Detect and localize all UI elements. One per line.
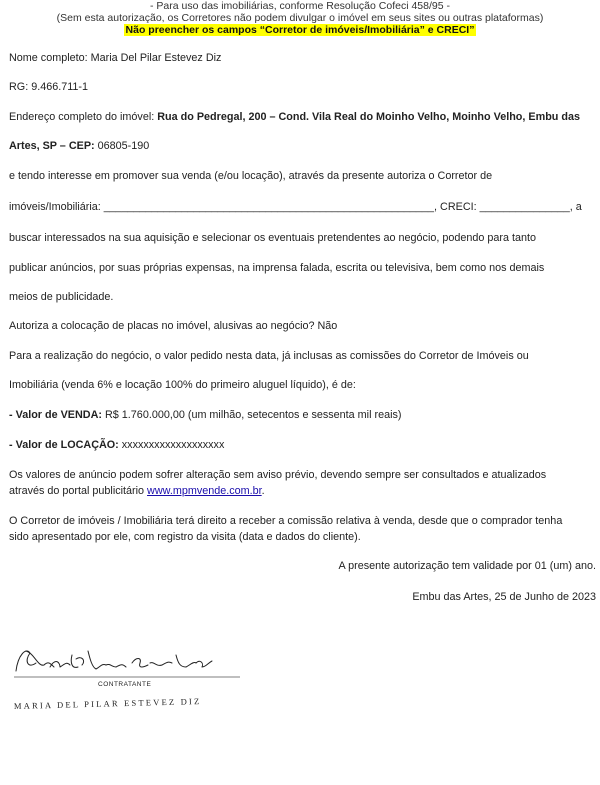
commission-line-1: O Corretor de imóveis / Imobiliária terá direito a receber a comissão relativa à venda, desde que o comprador tenha	[9, 515, 563, 527]
signature-role: CONTRATANTE	[98, 681, 152, 688]
name-value: Maria Del Pilar Estevez Diz	[90, 52, 222, 64]
authorization-line-4: publicar anúncios, por suas próprias expensas, na imprensa falada, escrita ou televisiva, bem como nos demais	[9, 262, 545, 274]
address-line-1	[9, 110, 580, 124]
header-highlight: Não preencher os campos “Corretor de imóveis/Imobiliária” e CRECI”	[125, 24, 475, 36]
handwritten-signature	[16, 651, 212, 671]
rent-value-line	[9, 438, 224, 452]
header-notice: (Sem esta autorização, os Corretores não podem divulgar o imóvel em seus sites ou outras plataformas)	[56, 12, 544, 24]
authorization-line-2: imóveis/Imobiliária: _______________________________________________________, CRECI: _______________, a	[9, 201, 582, 213]
signature-block	[10, 633, 242, 723]
address-value-1: Rua do Pedregal, 200 – Cond. Vila Real do Moinho Velho, Moinho Velho, Embu das	[157, 111, 580, 123]
announce-line-2	[9, 484, 265, 498]
values-intro-1: Para a realização do negócio, o valor pedido nesta data, já inclusas as comissões do Corretor de Imóveis ou	[9, 350, 529, 362]
portal-link[interactable]: www.mpmvende.com.br	[147, 485, 262, 497]
owner-rg-line	[9, 80, 88, 94]
header-resolution: - Para uso das imobiliárias, conforme Resolução Cofeci 458/95 -	[150, 0, 450, 12]
name-label: Nome completo:	[9, 52, 88, 64]
announce-prefix: através do portal publicitário	[9, 485, 145, 497]
signature-printed-name: MARIA DEL PILAR ESTEVEZ DIZ	[13, 696, 202, 711]
rg-value: 9.466.711-1	[31, 81, 89, 93]
rent-label: - Valor de LOCAÇÃO:	[9, 439, 119, 451]
sale-value: R$ 1.760.000,00 (um milhão, setecentos e sessenta mil reais)	[105, 409, 402, 421]
validity-statement: A presente autorização tem validade por 01 (um) ano.	[338, 560, 596, 572]
authorization-line-3: buscar interessados na sua aquisição e selecionar os eventuais pretendentes ao negócio, podendo para tanto	[9, 232, 537, 244]
sale-label: - Valor de VENDA:	[9, 409, 102, 421]
cep-value: 06805-190	[97, 140, 150, 152]
authorization-line-5: meios de publicidade.	[9, 291, 114, 303]
rent-value: xxxxxxxxxxxxxxxxxxx	[121, 439, 225, 451]
commission-line-2: sido apresentado por ele, com registro da visita (data e dados do cliente).	[9, 531, 361, 543]
placas-question: Autoriza a colocação de placas no imóvel, alusivas ao negócio? Não	[9, 320, 338, 332]
authorization-line-1: e tendo interesse em promover sua venda (e/ou locação), através da presente autoriza o Corretor de	[9, 170, 493, 182]
announce-line-1: Os valores de anúncio podem sofrer alteração sem aviso prévio, devendo sempre ser consultados e atualizados	[9, 469, 547, 481]
address-label: Endereço completo do imóvel:	[9, 111, 155, 123]
values-intro-2: Imobiliária (venda 6% e locação 100% do primeiro aluguel líquido), é de:	[9, 379, 356, 391]
address-value-2: Artes, SP – CEP:	[9, 140, 95, 152]
sale-value-line	[9, 408, 401, 422]
address-line-2	[9, 139, 149, 153]
announce-suffix: .	[261, 485, 265, 497]
place-date: Embu das Artes, 25 de Junho de 2023	[412, 591, 596, 603]
rg-label: RG:	[9, 81, 29, 93]
owner-name-line	[9, 51, 221, 65]
